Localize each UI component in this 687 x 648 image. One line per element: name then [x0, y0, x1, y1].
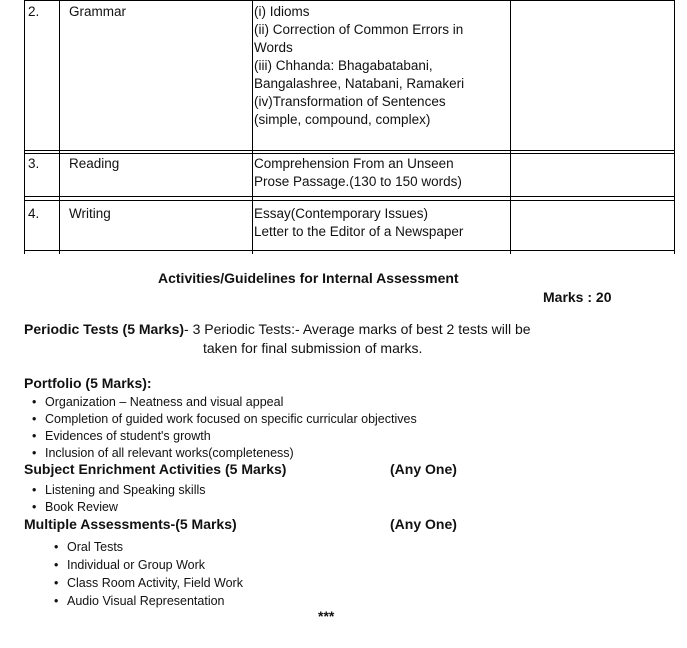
multiple-list	[52, 538, 243, 610]
enrichment-note: (Any One)	[390, 461, 457, 477]
content-line: Letter to the Editor of a Newspaper	[254, 224, 464, 239]
row-number: 3.	[28, 156, 40, 171]
table-rule	[24, 196, 675, 197]
row-content	[254, 3, 464, 129]
content-line: (ii) Correction of Common Errors in	[254, 22, 464, 37]
row-topic: Grammar	[69, 4, 126, 19]
content-line: Words	[254, 40, 293, 55]
content-line: (simple, compound, complex)	[254, 112, 431, 127]
marks-total: Marks : 20	[543, 289, 612, 305]
content-line: (i) Idioms	[254, 4, 310, 19]
portfolio-list	[30, 394, 417, 462]
content-line: (iii) Chhanda: Bhagabatabani,	[254, 58, 433, 73]
table-rule	[24, 0, 25, 254]
table-rule	[510, 0, 511, 254]
list-item: • Listening and Speaking skills	[30, 482, 206, 499]
periodic-tests-text: - 3 Periodic Tests:- Average marks of best 2 tests will be	[184, 321, 531, 337]
content-line: Prose Passage.(130 to 150 words)	[254, 174, 462, 189]
portfolio-heading: Portfolio (5 Marks):	[24, 375, 152, 391]
periodic-tests-label: Periodic Tests (5 Marks)	[24, 321, 185, 337]
table-rule	[24, 0, 675, 1]
row-content	[254, 205, 463, 241]
table-rule	[24, 250, 675, 251]
list-item: • Individual or Group Work	[52, 556, 243, 574]
section-title: Activities/Guidelines for Internal Assessment	[158, 270, 459, 286]
list-item: • Evidences of student's growth	[30, 428, 417, 445]
table-rule	[674, 0, 675, 254]
table-rule	[59, 0, 60, 254]
list-item: • Organization – Neatness and visual appeal	[30, 394, 417, 411]
content-line: Bangalashree, Natabani, Ramakeri	[254, 76, 465, 91]
list-item: • Oral Tests	[52, 538, 243, 556]
list-item: • Class Room Activity, Field Work	[52, 574, 243, 592]
list-item: • Book Review	[30, 499, 206, 516]
multiple-note: (Any One)	[390, 516, 457, 532]
row-number: 4.	[28, 206, 40, 221]
list-item: • Inclusion of all relevant works(completeness)	[30, 445, 417, 462]
row-number: 2.	[28, 4, 40, 19]
table-rule	[24, 150, 675, 151]
list-item: • Completion of guided work focused on specific curricular objectives	[30, 411, 417, 428]
content-line: (iv)Transformation of Sentences	[254, 94, 446, 109]
syllabus-table	[24, 0, 675, 254]
table-rule	[24, 153, 675, 154]
multiple-heading: Multiple Assessments-(5 Marks)	[24, 516, 237, 532]
content-line: Comprehension From an Unseen	[254, 156, 454, 171]
list-item: • Audio Visual Representation	[52, 592, 243, 610]
enrichment-list	[30, 482, 206, 516]
table-rule	[252, 0, 253, 254]
row-content	[254, 155, 462, 191]
table-rule	[24, 200, 675, 201]
content-line: Essay(Contemporary Issues)	[254, 206, 429, 221]
row-topic: Reading	[69, 156, 120, 171]
end-mark: ***	[318, 608, 335, 624]
row-topic: Writing	[69, 206, 111, 221]
periodic-tests-text-continued: taken for final submission of marks.	[203, 340, 423, 356]
enrichment-heading: Subject Enrichment Activities (5 Marks)	[24, 461, 287, 477]
periodic-tests-paragraph	[24, 321, 531, 337]
